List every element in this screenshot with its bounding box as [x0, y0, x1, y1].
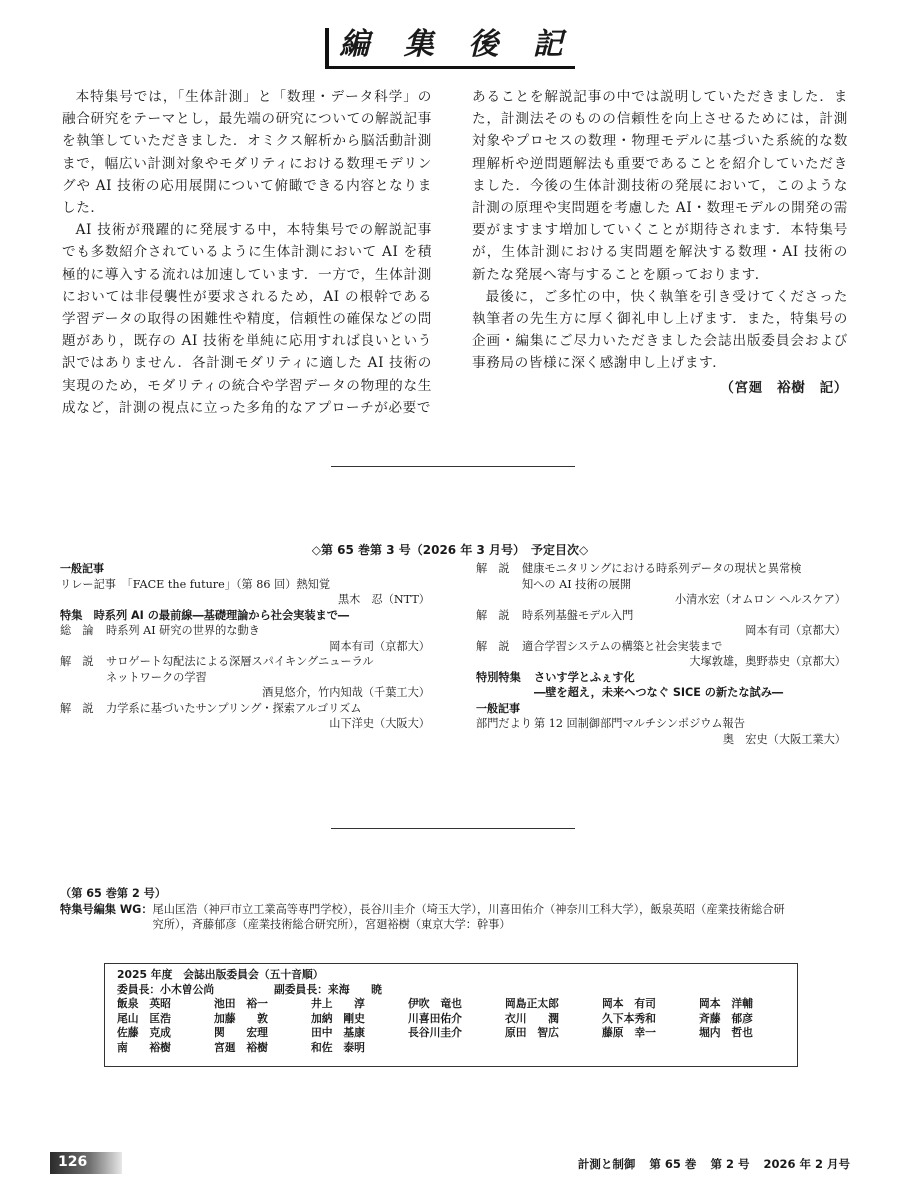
toc-entry — [476, 608, 846, 624]
committee-member: 原田 智広 — [505, 1026, 559, 1039]
editing-wg-block — [60, 886, 850, 933]
page-title — [0, 28, 900, 69]
editorial-column-left — [62, 86, 432, 419]
toc-entry-title: サロゲート勾配法による深層スパイキングニューラル — [106, 655, 374, 668]
footer-journal: 計測と制御 — [577, 1157, 636, 1171]
editorial-paragraph: 最後に，ご多忙の中，快く執筆を引き受けてくださった執筆者の先生方に厚く御礼申し上げます．また，特集号の企画・編集にご尽力いただきました会誌出版委員会および事務局の皆様に深く感謝申し上げます． — [472, 288, 848, 372]
committee-member: 岡本 有司 — [602, 997, 656, 1010]
committee-vice-chair: 副委員長：来海 暁 — [273, 982, 382, 996]
committee-member: 宮廻 裕樹 — [214, 1040, 268, 1054]
toc-section-label: 一般記事 — [476, 701, 520, 715]
committee-member: 長谷川圭介 — [408, 1026, 462, 1039]
toc-entry-kind: 総 論 — [60, 624, 94, 637]
editorial-paragraph: 本特集号では，「生体計測」と「数理・データ科学」の融合研究をテーマとし，最先端の研究についての解説記事を執筆していただきました．オミクス解析から脳活動計測まで，幅広い計測対象やモダリティにおける数理モデリングや AI 技術の応用展開について俯瞰できる内容となりました． — [62, 89, 432, 217]
committee-member: 和佐 泰明 — [311, 1040, 365, 1054]
wg-members-line: 究所），斉藤郁彦（産業技術総合研究所），宮廻裕樹（東京大学：幹事） — [152, 918, 511, 931]
toc-special2-label: 特別特集 — [476, 670, 521, 684]
toc-entry-kind: 解 説 — [476, 639, 510, 653]
toc-entry-kind: 解 説 — [476, 562, 510, 575]
toc-entry — [60, 701, 430, 717]
committee-member: 岡島正太郎 — [505, 997, 559, 1010]
committee-member: 加納 剛史 — [311, 1011, 365, 1025]
running-footer — [568, 1156, 850, 1172]
toc-entry-kind: 解 説 — [60, 655, 94, 668]
title-text: 編 集 後 記 — [325, 28, 574, 69]
committee-member: 衣川 潤 — [505, 1011, 559, 1025]
page-number — [50, 1152, 122, 1174]
editorial-column-right — [472, 86, 848, 399]
toc-entry-title: 適合学習システムの構築と社会実装まで — [522, 639, 723, 653]
toc-entry-title-cont: ネットワークの学習 — [106, 670, 207, 684]
toc-entry — [60, 654, 430, 670]
toc-entry — [476, 639, 846, 655]
toc-entry — [476, 561, 846, 577]
toc-entry-kind: 部門だより — [476, 717, 532, 730]
committee-member: 斉藤 郁彦 — [699, 1011, 753, 1025]
committee-member: 藤原 幸一 — [602, 1026, 656, 1039]
toc-entry-title-cont: 知への AI 技術の展開 — [522, 577, 632, 591]
wg-members-line: 尾山匡浩（神戸市立工業高等専門学校），長谷川圭介（埼玉大学），川喜田佑介（神奈川工科大学），飯泉英昭（産業技術総合研 — [152, 902, 785, 916]
footer-date: 2026 年 2 月号 — [763, 1157, 850, 1171]
committee-members — [117, 997, 797, 1055]
divider — [331, 828, 575, 829]
page-number-text: 126 — [58, 1154, 88, 1170]
toc-special2 — [476, 670, 846, 686]
toc-entry-author: 奥 宏史（大阪工業大） — [722, 732, 846, 746]
toc-entry-author: 小清水宏（オムロン ヘルスケア） — [674, 593, 846, 606]
footer-volume: 第 65 巻 — [649, 1157, 697, 1171]
toc-entry-kind: 解 説 — [476, 608, 510, 622]
toc-entry-author: 酒見悠介，竹内知哉（千葉工大） — [262, 686, 430, 699]
toc-entry — [60, 623, 430, 639]
toc-entry-title: リレー記事 「FACE the future」（第 86 回）熱知覚 — [60, 577, 331, 591]
toc-entry-author: 岡本有司（京都大） — [745, 624, 846, 637]
editorial-paragraph: あることを解説記事の中では説明していただきました．また，計測法そのものの信頼性を向上させるためには，計測対象やプロセスの数理・物理モデルに基づいた系統的な数理解析や逆問題解法も重要であることを紹介していただきました．今後の生体計測技術の発展において，このような計測の原理や実問題を考慮した AI・数理モデルの開発の需要がますます増加していくことが期待されます．本特集号が，生体計測における実問題を解決する数理・AI 技術の新たな発展へ寄与することを願っております． — [472, 89, 848, 283]
committee-member: 川喜田佑介 — [408, 1011, 462, 1025]
toc-entry-title: 時系列 AI 研究の世界的な動き — [106, 624, 260, 637]
committee-box — [104, 963, 798, 1067]
committee-chair: 委員長：小木曽公尚 — [117, 982, 215, 996]
committee-member: 尾山 匡浩 — [117, 1011, 171, 1025]
committee-member: 南 裕樹 — [117, 1040, 171, 1054]
toc-section-label: 一般記事 — [60, 562, 104, 575]
committee-member: 飯泉 英昭 — [117, 997, 171, 1010]
editorial-paragraph: AI 技術が飛躍的に発展する中，本特集号での解説記事でも多数紹介されているように生体計測において AI を積極的に導入する流れは加速しています．一方で，生体計測においては非侵襲性が要求されるため，AI の根幹である学習データの取得の困難性や精度，信頼性の確保などの問題があり，既存の AI 技術を単純に応用すれば良いという訳ではありません．各計測モダリティに適した AI 技術の実現のため，モダリティの統合や学習データの物理的な生成など，計測の視点に立った多角的なアプローチが必要で — [62, 222, 432, 416]
committee-member: 岡本 洋輔 — [699, 997, 753, 1010]
toc-heading: ◇第 65 巻第 3 号（2026 年 3 月号） 予定目次◇ — [311, 543, 589, 557]
committee-member: 堀内 哲也 — [699, 1026, 753, 1039]
committee-member: 田中 基康 — [311, 1026, 365, 1039]
toc-entry-title: 力学系に基づいたサンプリング・探索アルゴリズム — [106, 701, 362, 715]
toc-entry-title: 健康モニタリングにおける時系列データの現状と異常検 — [522, 562, 802, 575]
committee-member: 池田 裕一 — [214, 997, 268, 1010]
toc-entry-author: 大塚敦雄，奥野恭史（京都大） — [689, 655, 846, 668]
committee-member: 佐藤 克成 — [117, 1026, 171, 1039]
committee-member: 加藤 敦 — [214, 1011, 268, 1025]
toc-left-column — [60, 561, 430, 732]
toc-entry-kind: 解 説 — [60, 701, 94, 715]
committee-member: 伊吹 竜也 — [408, 997, 462, 1010]
committee-title: 2025 年度 会誌出版委員会（五十音順） — [117, 968, 324, 981]
wg-issue: （第 65 巻第 2 号） — [60, 887, 167, 900]
toc-entry-title: 第 12 回制御部門マルチシンポジウム報告 — [534, 717, 745, 730]
toc-special2-subtitle: ―壁を超え，未来へつなぐ SICE の新たな試み― — [534, 686, 784, 699]
committee-member: 関 宏理 — [214, 1026, 268, 1039]
toc-entry-author: 黒木 忍（NTT） — [337, 593, 430, 606]
editorial-signature: （宮廻 裕樹 記） — [720, 379, 848, 396]
footer-number: 第 2 号 — [710, 1157, 750, 1171]
toc-entry-author: 岡本有司（京都大） — [329, 639, 430, 653]
toc-entry-title: 時系列基盤モデル入門 — [522, 608, 634, 622]
divider — [331, 466, 575, 467]
committee-member: 久下本秀和 — [602, 1011, 656, 1025]
toc-entry-author: 山下洋史（大阪大） — [329, 717, 430, 730]
committee-member: 井上 淳 — [311, 997, 365, 1010]
committee-officers — [117, 983, 797, 998]
wg-label: 特集号編集 WG： — [60, 902, 153, 916]
toc-right-column — [476, 561, 846, 747]
toc-special2-title: さいす学とふぇす化 — [534, 670, 635, 684]
toc-special-title: 特集 時系列 AI の最前線―基礎理論から社会実装まで― — [60, 608, 350, 622]
toc-entry — [476, 716, 846, 732]
